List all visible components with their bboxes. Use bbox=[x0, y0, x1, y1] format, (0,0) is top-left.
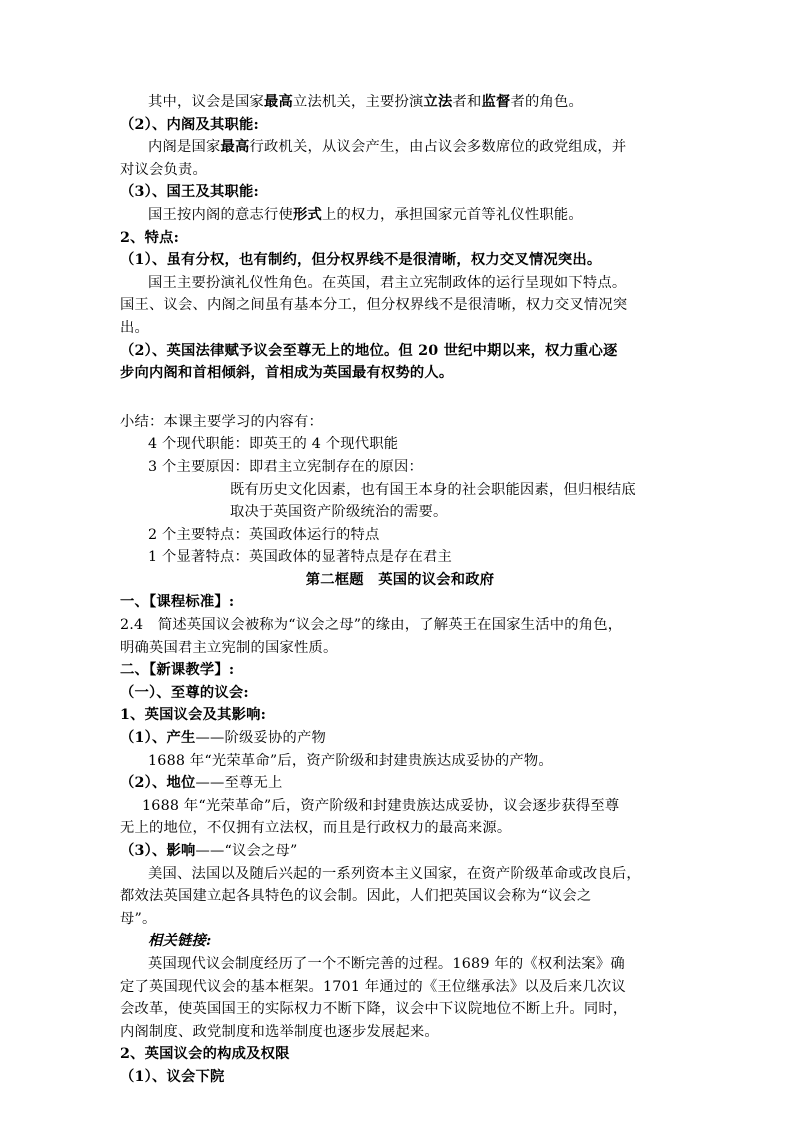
text-line bbox=[120, 181, 680, 204]
text-line bbox=[120, 294, 680, 317]
text-run: （3）、国王及其职能: bbox=[120, 184, 259, 201]
text-run: 2.4 简述英国议会被称为“议会之母”的缘由，了解英王在国家生活中的角色， bbox=[120, 617, 623, 634]
text-run: 明确英国君主立宪制的国家性质。 bbox=[120, 639, 338, 656]
text-line bbox=[120, 1066, 680, 1089]
text-line bbox=[120, 863, 680, 886]
text-run: ——阶级妥协的产物 bbox=[195, 730, 326, 747]
text-line bbox=[120, 817, 680, 840]
text-line bbox=[120, 569, 680, 592]
text-line bbox=[120, 249, 680, 272]
text-run: 相关链接: bbox=[148, 933, 212, 950]
text-run: （一）、至尊的议会: bbox=[120, 684, 249, 701]
text-run: 取决于英国资产阶级统治的需要。 bbox=[230, 504, 448, 521]
text-line bbox=[120, 908, 680, 931]
text-run: 二、【新课教学】: bbox=[120, 662, 235, 679]
text-line bbox=[120, 659, 680, 682]
text-line bbox=[120, 795, 680, 818]
text-run: 上的权力，承担国家元首等礼仪性职能。 bbox=[321, 206, 583, 223]
text-line bbox=[120, 204, 680, 227]
text-line bbox=[120, 524, 680, 547]
text-line bbox=[120, 411, 680, 434]
text-run: 小结：本课主要学习的内容有： bbox=[120, 413, 323, 430]
text-run: 2、英国议会的构成及权限 bbox=[120, 1046, 290, 1063]
text-line bbox=[120, 998, 680, 1021]
text-line bbox=[120, 885, 680, 908]
text-run: （2）、内阁及其职能: bbox=[120, 116, 259, 133]
text-line bbox=[120, 1043, 680, 1066]
text-line bbox=[120, 136, 680, 159]
text-run: （1）、产生 bbox=[120, 730, 196, 747]
text-run: 4 个现代职能：即英王的 4 个现代职能 bbox=[148, 436, 399, 453]
text-run: （3）、影响 bbox=[120, 843, 196, 859]
text-line bbox=[120, 704, 680, 727]
text-line bbox=[120, 456, 680, 479]
text-line bbox=[120, 591, 680, 614]
text-line bbox=[120, 840, 680, 863]
text-line bbox=[120, 637, 680, 660]
text-run: 美国、法国以及随后兴起的一系列资本主义国家，在资产阶级革命或改良后， bbox=[148, 865, 641, 882]
text-run: 英国现代议会制度经历了一个不断完善的过程。1689 年的《权利法案》确 bbox=[148, 955, 625, 972]
text-line bbox=[120, 501, 680, 524]
text-run: 1688 年“光荣革命”后，资产阶级和封建贵族达成妥协的产物。 bbox=[148, 752, 553, 769]
text-line bbox=[120, 114, 680, 137]
blank-line bbox=[120, 385, 680, 411]
text-line bbox=[120, 272, 680, 295]
text-line bbox=[120, 614, 680, 637]
text-line bbox=[120, 159, 680, 182]
text-run: 形式 bbox=[292, 206, 322, 223]
text-run: 都效法英国建立起各具特色的议会制。因此，人们把英国议会称为“议会之 bbox=[120, 888, 592, 905]
text-line bbox=[120, 433, 680, 456]
text-run: （2）、英国法律赋予议会至尊无上的地位。但 20 世纪中期以来，权力重心逐 bbox=[120, 342, 618, 359]
text-run: 国王主要扮演礼仪性角色。在英国，君主立宪制政体的运行呈现如下特点。 bbox=[148, 274, 627, 291]
text-run: 定了英国现代议会的基本框架。1701 年通过的《王位继承法》以及后来几次议 bbox=[120, 978, 626, 995]
text-run: 国王、议会、内阁之间虽有基本分工，但分权界线不是很清晰，权力交叉情况突 bbox=[120, 297, 628, 314]
text-run: 会改革，使英国国王的实际权力不断下降，议会中下议院地位不断上升。同时， bbox=[120, 1001, 628, 1018]
text-line bbox=[120, 362, 680, 385]
text-run: 监督 bbox=[481, 94, 511, 110]
text-run: 立法 bbox=[423, 94, 453, 110]
text-run: 出。 bbox=[120, 319, 149, 336]
text-run: 者和 bbox=[452, 94, 482, 110]
text-line bbox=[120, 727, 680, 750]
text-line bbox=[120, 682, 680, 705]
text-run: 行政机关，从议会产生，由占议会多数席位的政党组成，并 bbox=[249, 139, 627, 156]
text-run: （1）、虽有分权，也有制约，但分权界线不是很清晰，权力交叉情况突出。 bbox=[120, 252, 602, 269]
text-run: 其中，议会是国家 bbox=[148, 94, 264, 110]
text-line bbox=[120, 953, 680, 976]
text-run: 3 个主要原因：即君主立宪制存在的原因： bbox=[148, 458, 423, 475]
text-line bbox=[120, 1021, 680, 1044]
text-line bbox=[120, 772, 680, 795]
text-line bbox=[120, 227, 680, 250]
text-run: 无上的地位，不仅拥有立法权，而且是行政权力的最高来源。 bbox=[120, 820, 512, 837]
document-page bbox=[120, 91, 680, 1089]
text-run: 者的角色。 bbox=[510, 94, 583, 110]
text-run: 最高 bbox=[263, 94, 293, 110]
text-line bbox=[120, 546, 680, 569]
text-run: 第二框题 英国的议会和政府 bbox=[305, 571, 495, 588]
text-run: ——“议会之母” bbox=[195, 843, 298, 859]
text-line bbox=[120, 317, 680, 340]
text-run: 国王按内阁的意志行使 bbox=[148, 206, 293, 223]
text-run: 母”。 bbox=[120, 910, 157, 927]
text-run: 最高 bbox=[220, 139, 250, 156]
text-line bbox=[120, 91, 680, 114]
text-run: 1、英国议会及其影响: bbox=[120, 707, 267, 724]
text-line bbox=[120, 976, 680, 999]
text-run: 对议会负责。 bbox=[120, 161, 207, 178]
text-line bbox=[120, 930, 680, 953]
text-run: （1）、议会下院 bbox=[120, 1068, 225, 1085]
text-line bbox=[120, 750, 680, 773]
text-run: （2）、地位 bbox=[120, 775, 196, 792]
text-run: 立法机关，主要扮演 bbox=[292, 94, 424, 110]
text-run: 2 个主要特点：英国政体运行的特点 bbox=[148, 526, 380, 543]
text-run: 内阁制度、政党制度和选举制度也逐步发展起来。 bbox=[120, 1023, 439, 1040]
text-line bbox=[120, 479, 680, 502]
text-run: ——至尊无上 bbox=[195, 775, 283, 792]
text-run: 内阁是国家 bbox=[148, 139, 221, 156]
text-run: 一、【课程标准】: bbox=[120, 594, 235, 611]
text-run: 1688 年“光荣革命”后，资产阶级和封建贵族达成妥协，议会逐步获得至尊 bbox=[142, 797, 620, 814]
text-run: 1 个显著特点：英国政体的显著特点是存在君主 bbox=[148, 549, 452, 566]
text-run: 步向内阁和首相倾斜，首相成为英国最有权势的人。 bbox=[120, 365, 454, 382]
text-line bbox=[120, 340, 680, 363]
text-run: 既有历史文化因素，也有国王本身的社会职能因素，但归根结底 bbox=[230, 481, 636, 498]
text-run: 2、特点: bbox=[120, 229, 180, 246]
